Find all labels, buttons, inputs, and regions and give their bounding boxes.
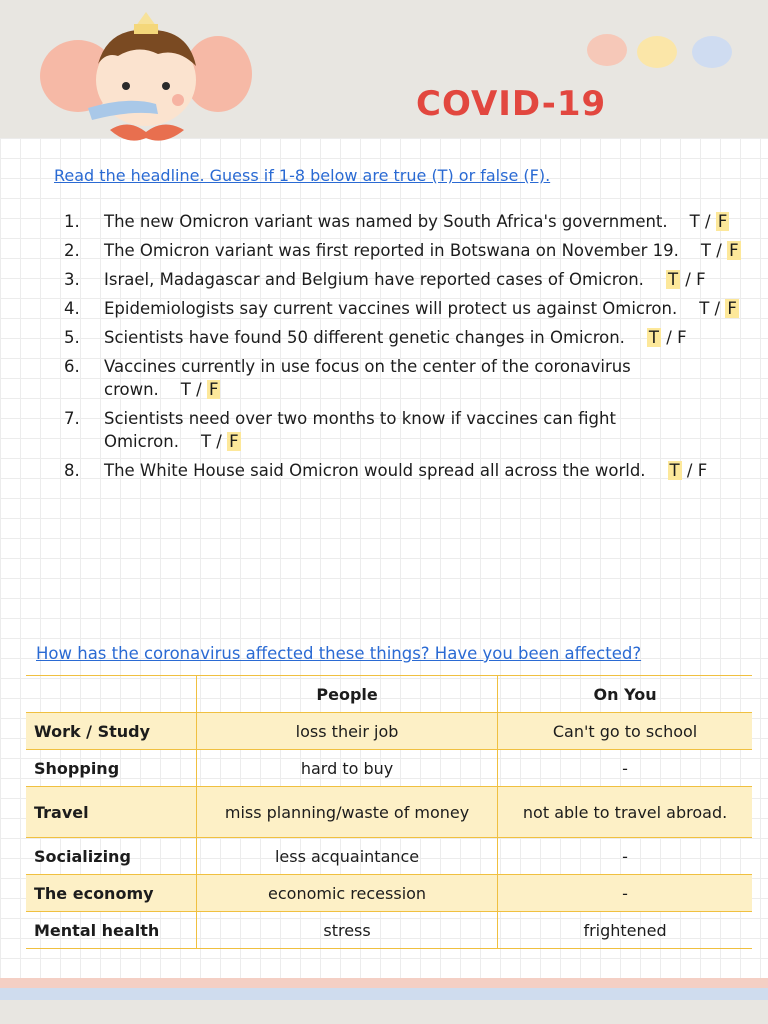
quiz-item-number: 7. bbox=[64, 409, 80, 428]
on-you-cell: Can't go to school bbox=[498, 713, 752, 750]
people-cell: economic recession bbox=[197, 875, 498, 912]
quiz-item-text: The Omicron variant was first reported in Botswana on November 19. bbox=[104, 241, 679, 260]
row-label: The economy bbox=[26, 875, 197, 912]
on-you-cell: - bbox=[498, 750, 752, 787]
people-cell: stress bbox=[197, 912, 498, 949]
quiz-item-number: 6. bbox=[64, 357, 80, 376]
true-false-choice bbox=[701, 241, 741, 260]
people-cell: miss planning/waste of money bbox=[197, 787, 498, 838]
choice-true: T bbox=[669, 461, 680, 480]
row-label: Work / Study bbox=[26, 713, 197, 750]
true-false-choice bbox=[201, 432, 241, 451]
quiz-item-text: The new Omicron variant was named by South Africa's government. bbox=[104, 212, 668, 231]
table-header-empty bbox=[26, 676, 197, 713]
choice-true: T bbox=[689, 212, 700, 231]
footer-band-pink bbox=[0, 978, 768, 988]
table-row bbox=[26, 787, 752, 838]
choice-separator: / bbox=[661, 328, 678, 347]
people-cell: less acquaintance bbox=[197, 838, 498, 875]
quiz-item-text: Scientists have found 50 different genetic changes in Omicron. bbox=[104, 328, 625, 347]
true-false-choice bbox=[690, 212, 730, 231]
quiz-item-text: Israel, Madagascar and Belgium have reported cases of Omicron. bbox=[104, 270, 644, 289]
row-label: Travel bbox=[26, 787, 197, 838]
choice-separator: / bbox=[680, 270, 697, 289]
choice-true: T bbox=[648, 328, 660, 347]
choice-separator: / bbox=[681, 461, 698, 480]
choice-false: F bbox=[697, 461, 708, 480]
on-you-cell: - bbox=[498, 875, 752, 912]
choice-false: F bbox=[717, 212, 728, 231]
choice-false: F bbox=[727, 299, 737, 318]
choice-true: T bbox=[700, 241, 711, 260]
choice-true: T bbox=[200, 432, 212, 451]
choice-separator: / bbox=[211, 432, 228, 451]
choice-false: F bbox=[208, 380, 219, 399]
row-label: Shopping bbox=[26, 750, 197, 787]
true-false-choice bbox=[668, 461, 708, 480]
quiz-item-number: 3. bbox=[64, 270, 80, 289]
table-row bbox=[26, 912, 752, 949]
on-you-cell: frightened bbox=[498, 912, 752, 949]
choice-separator: / bbox=[190, 380, 207, 399]
decor-dot-yellow bbox=[637, 36, 677, 68]
footer-band-grey bbox=[0, 1000, 768, 1024]
quiz-item-number: 4. bbox=[64, 299, 80, 318]
footer-band-blue bbox=[0, 988, 768, 1000]
row-label: Socializing bbox=[26, 838, 197, 875]
table-header-on-you: On You bbox=[498, 676, 752, 713]
choice-separator: / bbox=[699, 212, 716, 231]
quiz-list bbox=[62, 210, 752, 488]
impact-table bbox=[26, 675, 752, 949]
quiz-item-text: Vaccines currently in use focus on the center of the coronavirus crown. bbox=[104, 357, 631, 399]
quiz-item-number: 8. bbox=[64, 461, 80, 480]
decor-dot-blue bbox=[692, 36, 732, 68]
quiz-item bbox=[62, 459, 752, 482]
quiz-item bbox=[62, 210, 752, 233]
choice-false: F bbox=[696, 270, 706, 289]
quiz-item-number: 2. bbox=[64, 241, 80, 260]
clown-illustration bbox=[38, 8, 258, 148]
on-you-cell: - bbox=[498, 838, 752, 875]
table-row bbox=[26, 713, 752, 750]
choice-true: T bbox=[180, 380, 191, 399]
people-cell: loss their job bbox=[197, 713, 498, 750]
quiz-instruction: Read the headline. Guess if 1-8 below are true (T) or false (F). bbox=[54, 166, 551, 185]
table-row bbox=[26, 875, 752, 912]
table-row bbox=[26, 750, 752, 787]
quiz-item-number: 5. bbox=[64, 328, 80, 347]
quiz-item-text: Epidemiologists say current vaccines will protect us against Omicron. bbox=[104, 299, 678, 318]
choice-true: T bbox=[699, 299, 710, 318]
table-row bbox=[26, 838, 752, 875]
quiz-item bbox=[62, 239, 752, 262]
choice-separator: / bbox=[709, 299, 726, 318]
quiz-item bbox=[62, 268, 752, 291]
choice-false: F bbox=[229, 432, 239, 451]
quiz-item bbox=[62, 407, 752, 453]
true-false-choice bbox=[181, 380, 221, 399]
quiz-item-text: The White House said Omicron would spread all across the world. bbox=[104, 461, 646, 480]
table-header-people: People bbox=[197, 676, 498, 713]
survey-instruction: How has the coronavirus affected these things? Have you been affected? bbox=[36, 644, 642, 663]
true-false-choice bbox=[666, 270, 706, 289]
choice-false: F bbox=[677, 328, 687, 347]
quiz-item bbox=[62, 297, 752, 320]
table-header-row bbox=[26, 676, 752, 713]
quiz-item bbox=[62, 355, 752, 401]
quiz-item-text: Scientists need over two months to know if vaccines can fight Omicron. bbox=[104, 409, 616, 451]
row-label: Mental health bbox=[26, 912, 197, 949]
choice-true: T bbox=[667, 270, 679, 289]
on-you-cell: not able to travel abroad. bbox=[498, 787, 752, 838]
true-false-choice bbox=[699, 299, 739, 318]
people-cell: hard to buy bbox=[197, 750, 498, 787]
quiz-item-number: 1. bbox=[64, 212, 80, 231]
quiz-item bbox=[62, 326, 752, 349]
page-title: COVID-19 bbox=[416, 84, 607, 124]
true-false-choice bbox=[647, 328, 687, 347]
decor-dot-pink bbox=[587, 34, 627, 66]
choice-separator: / bbox=[711, 241, 728, 260]
choice-false: F bbox=[729, 241, 739, 260]
